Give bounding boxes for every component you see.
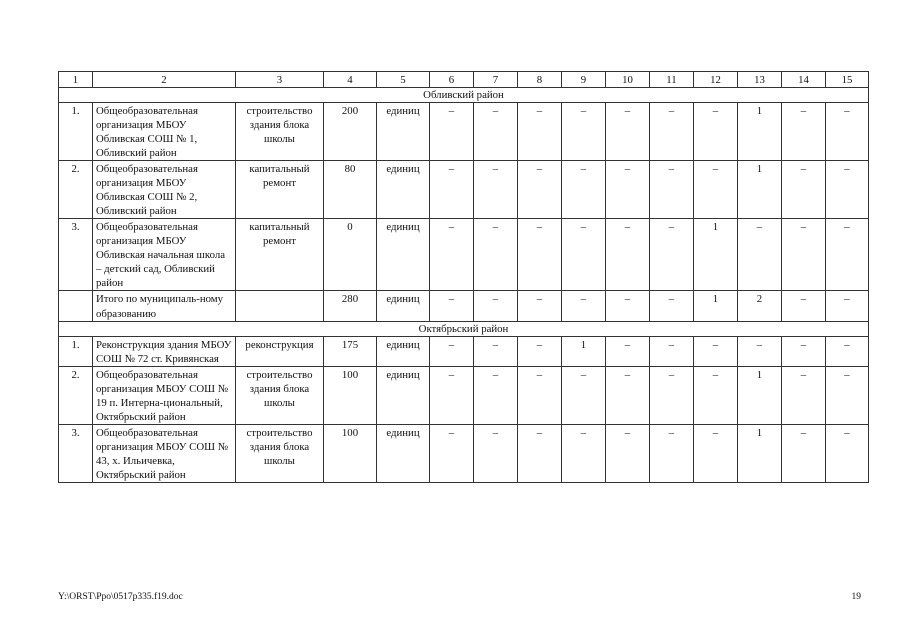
column-number-header: 9 [562,72,606,88]
year-value-cell: – [606,336,650,366]
year-value-cell: – [694,336,738,366]
year-value-cell: – [650,336,694,366]
year-value-cell: – [562,161,606,219]
row-number-cell: 3. [59,219,93,291]
column-number-header: 15 [826,72,869,88]
work-type-cell: строительство здания блока школы [236,366,324,424]
year-value-cell: – [694,366,738,424]
year-value-cell: – [826,219,869,291]
year-value-cell: – [430,336,474,366]
year-value-cell: – [474,336,518,366]
unit-cell: единиц [377,219,430,291]
year-value-cell: – [518,103,562,161]
page-number: 19 [851,592,861,602]
row-number-cell [59,291,93,321]
year-value-cell: – [562,103,606,161]
organization-cell: Общеобразовательная организация МБОУ Обливская СОШ № 1, Обливский район [93,103,236,161]
unit-cell: единиц [377,366,430,424]
year-value-cell: – [782,103,826,161]
year-value-cell: – [650,161,694,219]
year-value-cell: – [518,291,562,321]
year-value-cell: – [474,366,518,424]
row-number-cell: 2. [59,161,93,219]
work-type-cell: строительство здания блока школы [236,103,324,161]
capacity-cell: 0 [324,219,377,291]
column-number-header: 4 [324,72,377,88]
table-row [59,103,869,161]
year-value-cell: – [430,366,474,424]
capacity-cell: 280 [324,291,377,321]
year-value-cell: – [738,336,782,366]
year-value-cell: – [430,219,474,291]
row-number-cell: 3. [59,424,93,482]
year-value-cell: – [562,424,606,482]
header-row [59,72,869,88]
unit-cell: единиц [377,424,430,482]
year-value-cell: – [738,219,782,291]
year-value-cell: – [694,424,738,482]
section-title: Обливский район [59,88,869,103]
column-number-header: 13 [738,72,782,88]
unit-cell: единиц [377,291,430,321]
column-number-header: 1 [59,72,93,88]
year-value-cell: – [826,291,869,321]
year-value-cell: – [562,366,606,424]
year-value-cell: – [606,161,650,219]
year-value-cell: – [474,161,518,219]
year-value-cell: 1 [738,103,782,161]
year-value-cell: – [650,291,694,321]
row-number-cell: 1. [59,103,93,161]
data-table [58,71,869,483]
row-number-cell: 1. [59,336,93,366]
year-value-cell: – [782,219,826,291]
column-number-header: 8 [518,72,562,88]
year-value-cell: – [474,103,518,161]
row-number-cell: 2. [59,366,93,424]
year-value-cell: – [606,219,650,291]
organization-cell: Общеобразовательная организация МБОУ Обливская начальная школа – детский сад, Обливский район [93,219,236,291]
year-value-cell: – [650,366,694,424]
unit-cell: единиц [377,336,430,366]
year-value-cell: 1 [694,291,738,321]
year-value-cell: – [650,103,694,161]
year-value-cell: – [826,336,869,366]
organization-cell: Общеобразовательная организация МБОУ СОШ № 19 п. Интерна-циональный, Октябрьский район [93,366,236,424]
table-row [59,336,869,366]
year-value-cell: 1 [738,366,782,424]
year-value-cell: – [650,219,694,291]
capacity-cell: 80 [324,161,377,219]
year-value-cell: – [430,291,474,321]
column-number-header: 2 [93,72,236,88]
year-value-cell: – [606,103,650,161]
year-value-cell: – [782,366,826,424]
column-number-header: 7 [474,72,518,88]
table-body [59,72,869,483]
year-value-cell: – [606,366,650,424]
work-type-cell: капитальный ремонт [236,219,324,291]
table-row [59,366,869,424]
column-number-header: 6 [430,72,474,88]
footer-file-path: Y:\ORST\Ppo\0517p335.f19.doc [58,592,183,602]
year-value-cell: – [650,424,694,482]
section-header-row [59,321,869,336]
year-value-cell: – [562,219,606,291]
year-value-cell: – [826,161,869,219]
year-value-cell: – [826,366,869,424]
column-number-header: 3 [236,72,324,88]
work-type-cell [236,291,324,321]
section-header-row [59,88,869,103]
year-value-cell: 2 [738,291,782,321]
year-value-cell: – [430,161,474,219]
year-value-cell: – [474,424,518,482]
unit-cell: единиц [377,103,430,161]
column-number-header: 10 [606,72,650,88]
year-value-cell: – [474,291,518,321]
organization-cell: Реконструкция здания МБОУ СОШ № 72 ст. Кривянская [93,336,236,366]
year-value-cell: 1 [694,219,738,291]
year-value-cell: – [430,103,474,161]
capacity-cell: 100 [324,424,377,482]
column-number-header: 12 [694,72,738,88]
capacity-cell: 175 [324,336,377,366]
unit-cell: единиц [377,161,430,219]
year-value-cell: – [474,219,518,291]
organization-cell: Общеобразовательная организация МБОУ СОШ № 43, х. Ильичевка, Октябрьский район [93,424,236,482]
column-number-header: 5 [377,72,430,88]
year-value-cell: 1 [738,161,782,219]
year-value-cell: – [694,103,738,161]
year-value-cell: – [782,336,826,366]
capacity-cell: 100 [324,366,377,424]
year-value-cell: – [694,161,738,219]
year-value-cell: – [826,103,869,161]
year-value-cell: – [782,424,826,482]
year-value-cell: 1 [738,424,782,482]
table-row [59,161,869,219]
year-value-cell: – [518,161,562,219]
year-value-cell: – [782,161,826,219]
organization-cell: Общеобразовательная организация МБОУ Обливская СОШ № 2, Обливский район [93,161,236,219]
year-value-cell: – [606,424,650,482]
capacity-cell: 200 [324,103,377,161]
year-value-cell: – [518,366,562,424]
column-number-header: 14 [782,72,826,88]
table-row [59,291,869,321]
table-row [59,424,869,482]
table-row [59,219,869,291]
year-value-cell: – [518,219,562,291]
section-title: Октябрьский район [59,321,869,336]
year-value-cell: – [518,336,562,366]
year-value-cell: – [562,291,606,321]
year-value-cell: – [826,424,869,482]
year-value-cell: – [782,291,826,321]
organization-cell: Итого по муниципаль-ному образованию [93,291,236,321]
year-value-cell: – [430,424,474,482]
column-number-header: 11 [650,72,694,88]
year-value-cell: 1 [562,336,606,366]
work-type-cell: строительство здания блока школы [236,424,324,482]
work-type-cell: реконструкция [236,336,324,366]
year-value-cell: – [606,291,650,321]
year-value-cell: – [518,424,562,482]
work-type-cell: капитальный ремонт [236,161,324,219]
